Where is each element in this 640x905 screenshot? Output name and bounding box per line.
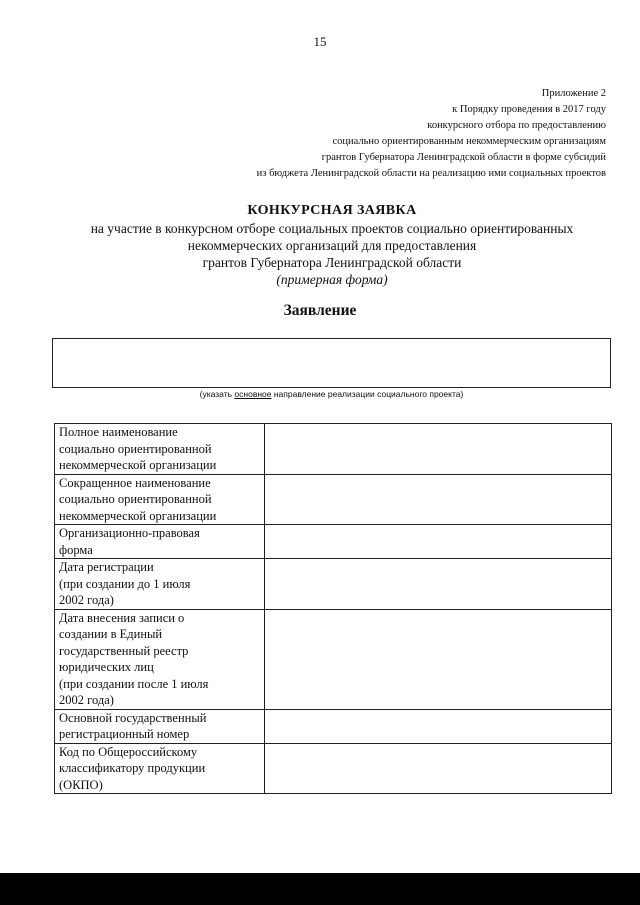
project-direction-field[interactable] [52,338,611,388]
annex-line: конкурсного отбора по предоставлению [427,120,606,131]
table-row [55,609,612,709]
table-row [55,559,612,610]
organization-info-table [54,423,612,794]
row-value-ogrn[interactable] [265,709,612,743]
row-value-egrul-date[interactable] [265,609,612,709]
row-label-full-name: Полное наименование социально ориентированной некоммерческой организации [55,424,265,475]
table-row [55,474,612,525]
row-label-ogrn: Основной государственный регистрационный номер [55,709,265,743]
annex-line: социально ориентированным некоммерческим организациям [332,136,606,147]
row-label-okpo: Код по Общероссийскому классификатору продукции (ОКПО) [55,743,265,794]
hint-prefix: (указать [199,389,235,399]
annex-line: грантов Губернатора Ленинградской области в форме субсидий [321,152,606,163]
title-block [40,202,624,288]
row-value-full-name[interactable] [265,424,612,475]
project-direction-hint [52,389,611,399]
table-row [55,743,612,794]
document-subtitle-line: грантов Губернатора Ленинградской области [202,255,462,270]
row-label-legal-form: Организационно-правовая форма [55,525,265,559]
hint-suffix: направление реализации социального проекта) [271,389,464,399]
table-row [55,525,612,559]
annex-line: из бюджета Ленинградской области на реализацию ими социальных проектов [256,168,606,179]
row-label-registration-date: Дата регистрации (при создании до 1 июля 2002 года) [55,559,265,610]
statement-heading: Заявление [283,302,357,319]
row-label-egrul-date: Дата внесения записи о создании в Единый государственный реестр юридических лиц (при создании после 1 июля 2002 года) [55,609,265,709]
row-value-okpo[interactable] [265,743,612,794]
page-number: 15 [313,34,327,49]
annex-line: к Порядку проведения в 2017 году [452,104,606,115]
document-title: КОНКУРСНАЯ ЗАЯВКА [247,203,417,218]
document-subtitle-line: некоммерческих организаций для предоставления [187,238,477,253]
scan-bottom-border [0,873,640,905]
row-value-short-name[interactable] [265,474,612,525]
annex-header [166,86,606,182]
row-value-registration-date[interactable] [265,559,612,610]
annex-line: Приложение 2 [541,88,606,99]
document-subtitle-line: на участие в конкурсном отборе социальных проектов социально ориентированных [90,221,574,236]
table-row [55,424,612,475]
table-row [55,709,612,743]
form-note: (примерная форма) [276,272,388,287]
hint-underlined: основное [234,389,272,399]
row-value-legal-form[interactable] [265,525,612,559]
row-label-short-name: Сокращенное наименование социально ориентированной некоммерческой организации [55,474,265,525]
